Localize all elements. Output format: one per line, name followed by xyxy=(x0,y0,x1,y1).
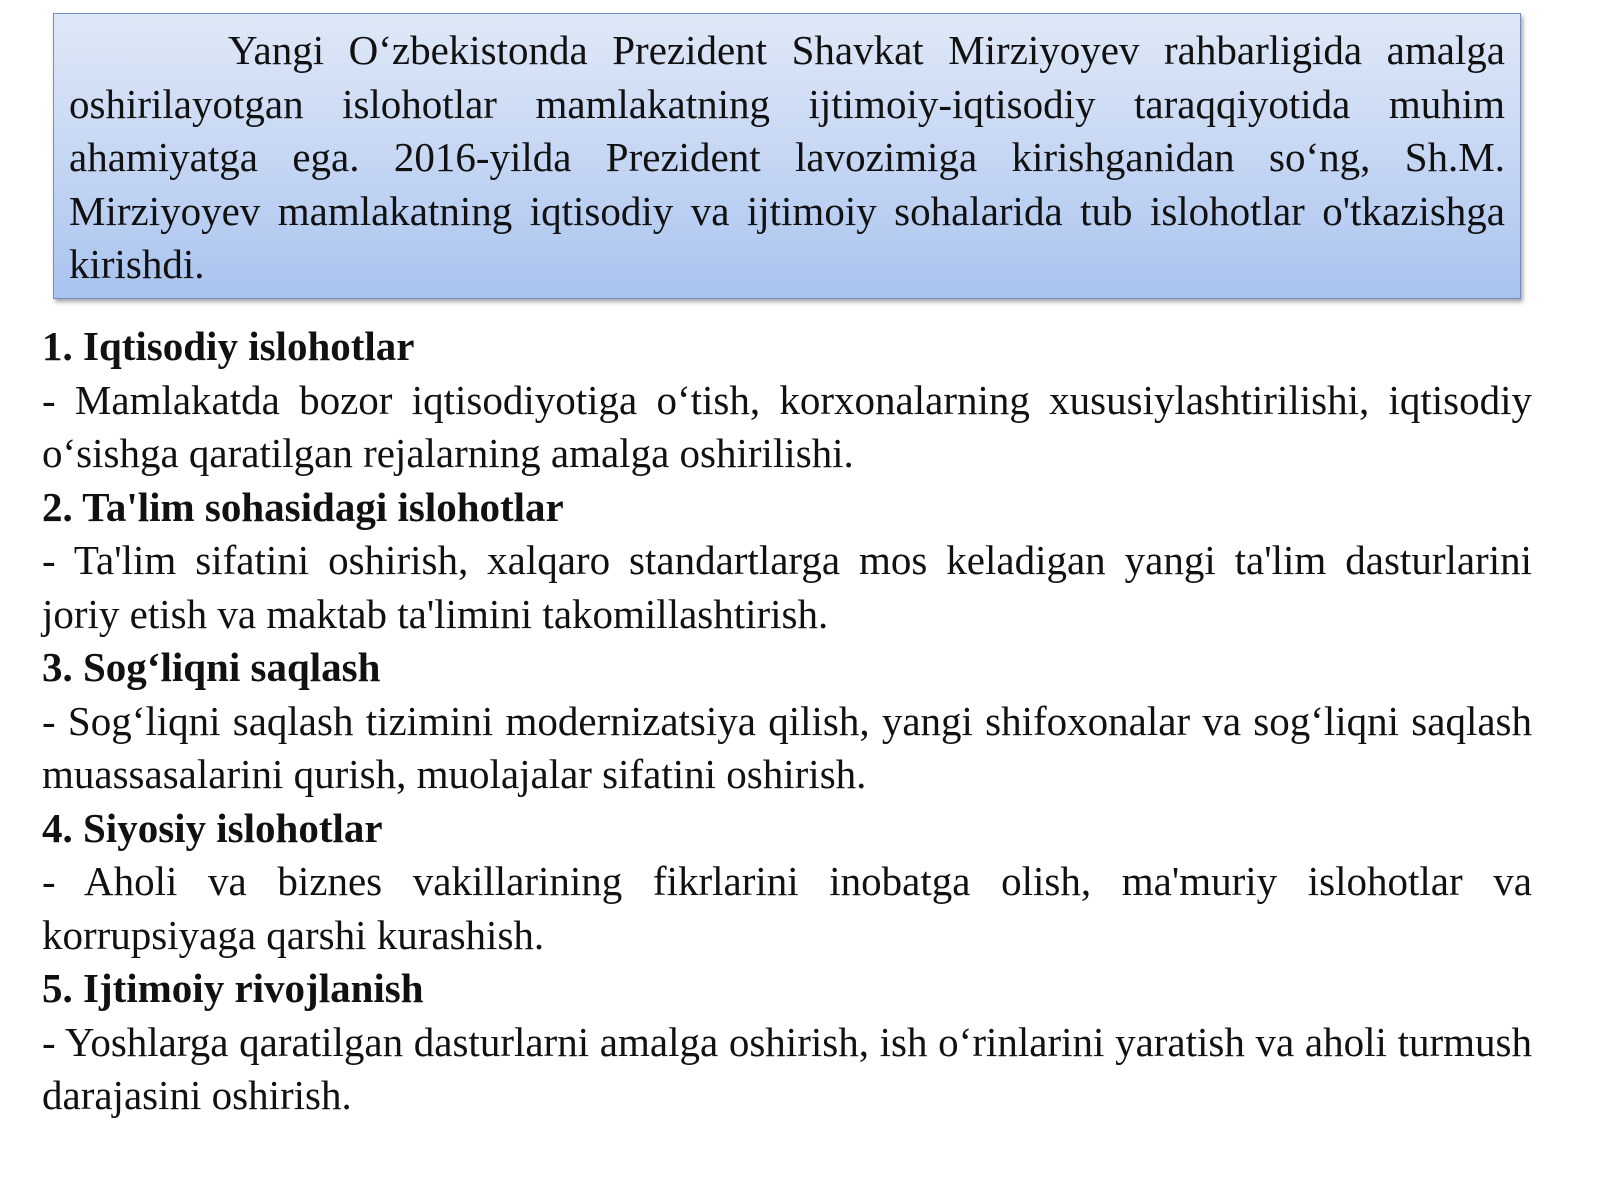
section-heading: 3. Sog‘liqni saqlash xyxy=(42,644,381,690)
section-heading: 5. Ijtimoiy rivojlanish xyxy=(42,965,424,1011)
section-social xyxy=(42,962,1532,1123)
intro-paragraph: Yangi O‘zbekistonda Prezident Shavkat Mirziyoyev rahbarligida amalga oshirilayotgan islohotlar mamlakatning ijtimoiy-iqtisodiy taraqqiyotida muhim ahamiyatga ega. 2016-yilda Prezident lavozimiga kirishganidan so‘ng, Sh.M. Mirziyoyev mamlakatning iqtisodiy va ijtimoiy sohalarida tub islohotlar o'tkazishga kirishdi. xyxy=(69,27,1505,287)
section-education xyxy=(42,481,1532,642)
section-heading: 4. Siyosiy islohotlar xyxy=(42,804,383,851)
intro-box xyxy=(53,13,1521,299)
section-political xyxy=(42,802,1532,963)
section-heading: 1. Iqtisodiy islohotlar xyxy=(42,323,415,369)
section-body: - Aholi va biznes vakillarining fikrlarini inobatga olish, ma'muriy islohotlar va korrupsiyaga qarshi kurashish. xyxy=(42,858,1532,958)
section-healthcare xyxy=(42,641,1532,802)
section-body: - Mamlakatda bozor iqtisodiyotiga o‘tish, korxonalarning xususiylashtirilishi, iqtisodiy o‘sishga qaratilgan rejalarning amalga oshirilishi. xyxy=(42,376,1532,476)
section-economic xyxy=(42,320,1532,481)
section-body: - Ta'lim sifatini oshirish, xalqaro standartlarga mos keladigan yangi ta'lim dasturlarini joriy etish va maktab ta'limini takomillashtirish. xyxy=(42,537,1532,637)
section-body: - Yoshlarga qaratilgan dasturlarni amalga oshirish, ish o‘rinlarini yaratish va aholi turmush darajasini oshirish. xyxy=(42,1018,1532,1118)
reform-sections xyxy=(42,320,1532,1123)
section-heading: 2. Ta'lim sohasidagi islohotlar xyxy=(42,483,564,530)
section-body: - Sog‘liqni saqlash tizimini modernizatsiya qilish, yangi shifoxonalar va sog‘liqni saqlash muassasalarini qurish, muolajalar sifatini oshirish. xyxy=(42,697,1532,797)
